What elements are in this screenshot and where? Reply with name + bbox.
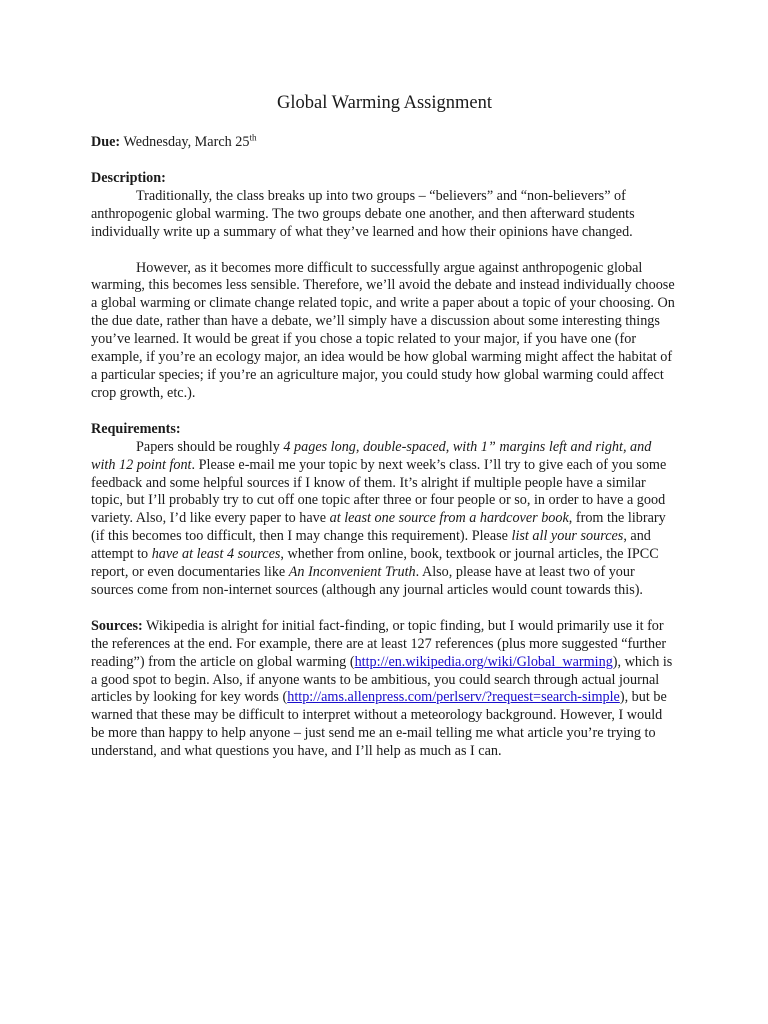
requirements-emphasis: list all your sources [511, 528, 624, 545]
requirements-emphasis: 4 pages long, double-spaced, with 1” margins left and right, and with 12 point font [91, 438, 652, 473]
sources-text: ), but be warned that these may be difficult to interpret without a meteorology background. However, I would be more than happy to help anyone – just send me an e-mail telling me what article you’re trying to understand, and what questions you have, and I’ll help as much as I can. [91, 689, 667, 760]
document-title: Global Warming Assignment [276, 93, 493, 113]
requirements-text: , and attempt to [91, 528, 651, 563]
due-label: Due: [91, 134, 121, 150]
allenpress-link[interactable]: http://ams.allenpress.com/perlserv/?request=search-simple [287, 689, 620, 706]
requirements-emphasis: An Inconvenient Truth [288, 564, 416, 581]
requirements-emphasis: at least one source from a hardcover book [329, 510, 569, 527]
requirements-text: Papers should be roughly [136, 438, 284, 455]
requirements-text: . Please e-mail me your topic by next week’s class. I’ll try to give each of you some feedback and some helpful sources if I know of them. It’s alright if multiple people have a similar topic, but I’ll probably try to cut off one topic after three or four people or so, in order to have a good variety. Also, I’d like every paper to have [91, 456, 667, 527]
sources-heading: Sources: [91, 617, 143, 634]
requirements-text: , whether from online, book, textbook or journal articles, the IPCC report, or even documentaries like [91, 546, 659, 581]
requirements-text: , from the library (if this becomes too difficult, then I may change this requirement). Please [91, 510, 666, 545]
due-date: Wednesday, March 25 [123, 134, 250, 150]
description-paragraph-1: Traditionally, the class breaks up into two groups – “believers” and “non-believers” of anthropogenic global warming. The two groups debate one another, and then afterward students individually write up a summary of what they’ve learned and how their opinions have changed. [91, 187, 635, 240]
requirements-paragraph [91, 439, 678, 600]
requirements-emphasis: have at least 4 sources [151, 546, 281, 563]
description-paragraph-2: However, as it becomes more difficult to successfully argue against anthropogenic global warming, this becomes less sensible. Therefore, we’ll avoid the debate and instead individually choose a global warming or climate change related topic, and write a paper about a topic of your choosing. On the due date, rather than have a debate, we’ll simply have a discussion about some interesting things you’ve learned. It would be great if you chose a topic related to your major, if you have one (for example, if you’re an ecology major, an idea would be how global warming might affect the habitat of a particular species; if you’re an agriculture major, you could study how global warming could affect crop growth, etc.). [91, 259, 675, 401]
wikipedia-link[interactable]: http://en.wikipedia.org/wiki/Global_warming [354, 653, 613, 670]
due-date-suffix: th [249, 132, 257, 143]
sources-text: Wikipedia is alright for initial fact-finding, or topic finding, but I would primarily use it for the references at the end. For example, there are at least 127 references (plus more suggested “further reading”) from the article on global warming ( [91, 617, 667, 670]
description-heading: Description: [91, 169, 166, 186]
sources-text: ), which is a good spot to begin. Also, if anyone wants to be ambitious, you could search through actual journal articles by looking for key words ( [91, 653, 673, 706]
requirements-text: . Also, please have at least two of your sources come from non-internet sources (although any journal articles would count towards this). [91, 564, 643, 598]
requirements-heading: Requirements: [91, 420, 181, 437]
due-line [91, 134, 678, 152]
sources-paragraph [91, 618, 678, 761]
